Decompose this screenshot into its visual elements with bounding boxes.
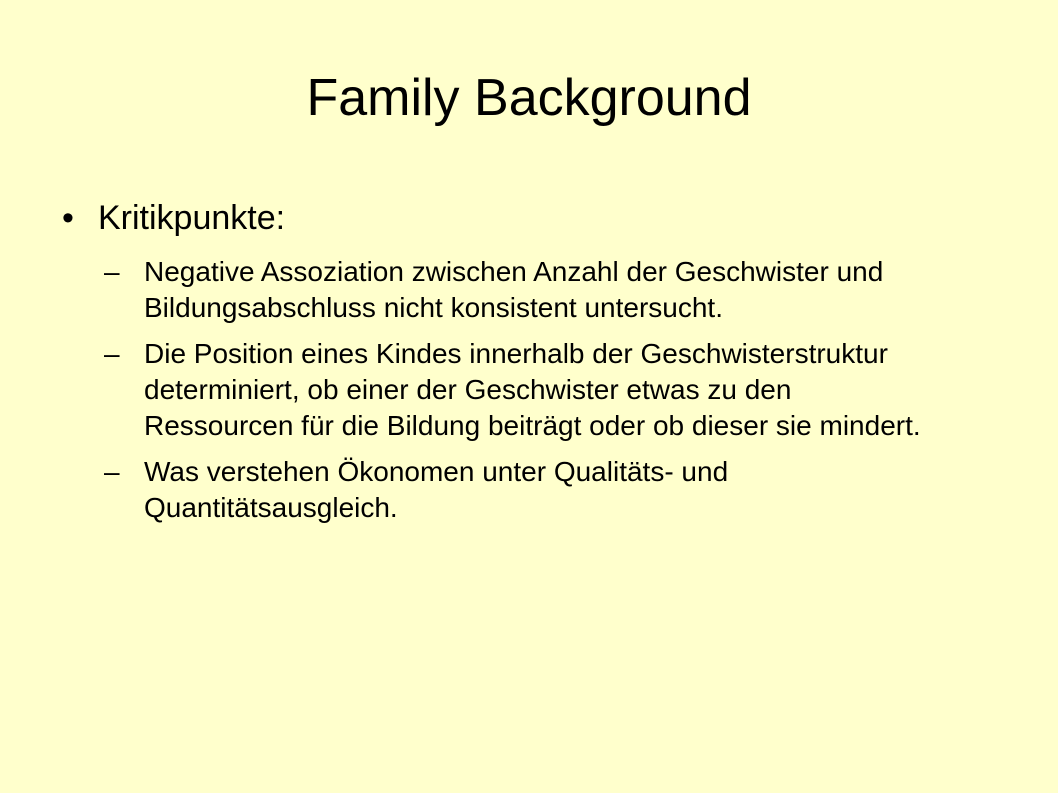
subitem-list [104, 254, 934, 536]
dash-marker: – [104, 256, 120, 287]
dash-marker: – [104, 338, 120, 369]
bullet-marker: • [62, 199, 74, 237]
subitem-text: Negative Assoziation zwischen Anzahl der Geschwister und Bildungsabschluss nicht konsistent untersucht. [144, 256, 884, 323]
bullet-label: Kritikpunkte: [98, 199, 286, 237]
subitem-text: Was verstehen Ökonomen unter Qualitäts- und Quantitätsausgleich. [144, 456, 729, 523]
slide-title: Family Background [306, 69, 752, 127]
subitem [104, 454, 934, 526]
bullet-item [62, 196, 962, 240]
subitem [104, 254, 934, 326]
subitem-text: Die Position eines Kindes innerhalb der Geschwisterstruktur determiniert, ob einer der Geschwister etwas zu den Ressourcen für die Bildung beiträgt oder ob dieser sie mindert. [144, 338, 921, 441]
subitem [104, 336, 934, 444]
dash-marker: – [104, 456, 120, 487]
